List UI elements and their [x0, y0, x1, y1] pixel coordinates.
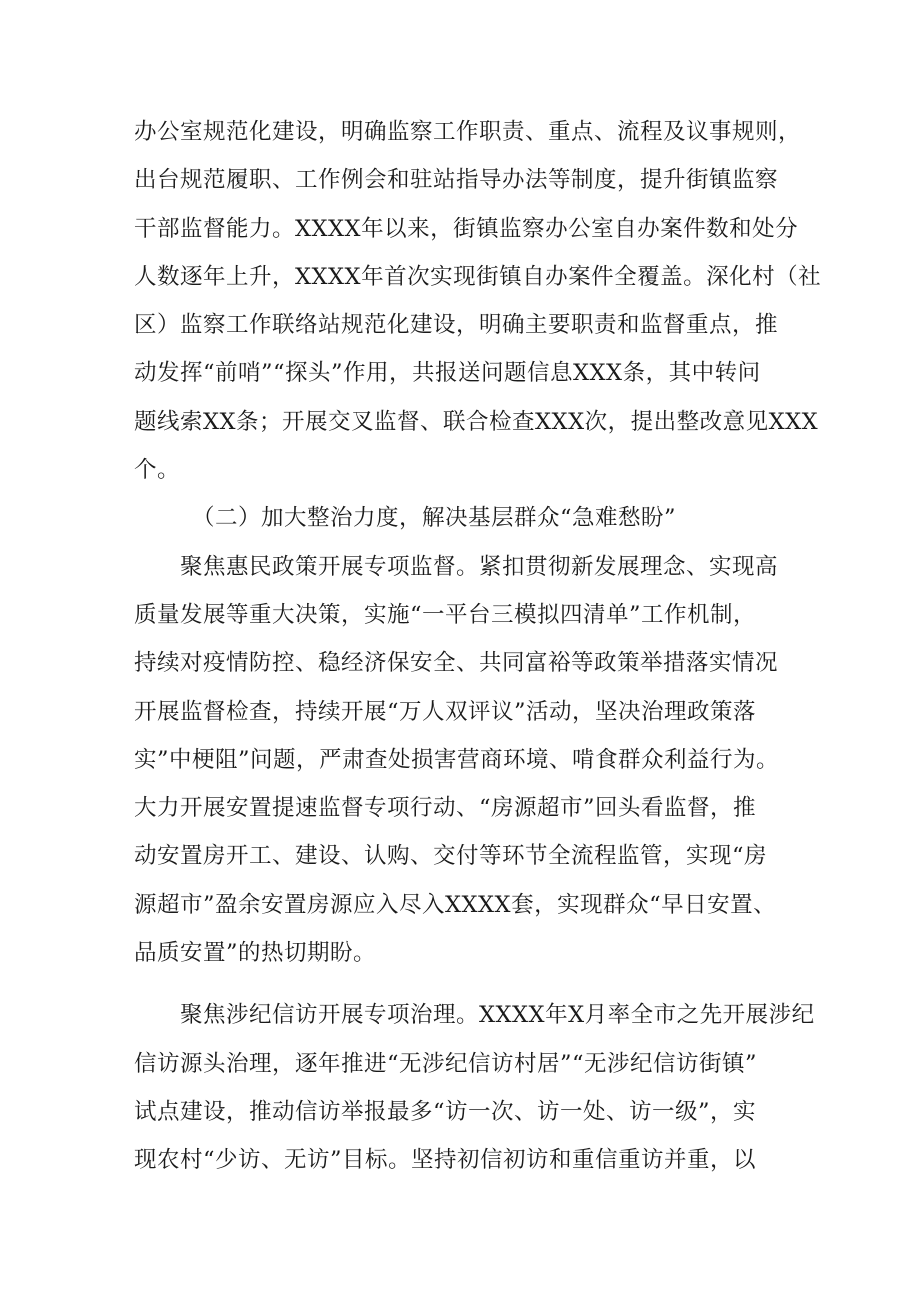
paragraph-line: 品质安置”的热切期盼。 [134, 940, 377, 967]
paragraph-1 [134, 108, 822, 494]
paragraph-line: 干部监督能力。XXXX年以来，街镇监察办公室自办案件数和处分 [134, 215, 799, 242]
paragraph-2 [134, 543, 794, 978]
paragraph-line: 办公室规范化建设，明确监察工作职责、重点、流程及议事规则， [134, 119, 802, 145]
paragraph-gap [134, 977, 794, 991]
paragraph-line: 出台规范履职、工作例会和驻站指导办法等制度，提升街镇监察 [134, 167, 779, 194]
paragraph-line: 动安置房开工、建设、认购、交付等环节全流程监管，实现“房 [134, 843, 768, 870]
paragraph-line: 开展监督检查，持续开展“万人双评议”活动，坚决治理政策落 [134, 698, 757, 725]
paragraph-3 [134, 991, 815, 1184]
paragraph-line: 信访源头治理，逐年推进“无涉纪信访村居”“无涉纪信访街镇” [134, 1050, 758, 1077]
paragraph-line: 试点建设，推动信访举报最多“访一次、访一处、访一级”，实 [134, 1098, 757, 1125]
paragraph-line: 聚焦涉纪信访开展专项治理。XXXX年X月率全市之先开展涉纪 [180, 1002, 815, 1029]
paragraph-line: 现农村“少访、无访”目标。坚持初信初访和重信重访并重，以 [134, 1147, 757, 1174]
document-body [134, 108, 822, 1185]
paragraph-line: 动发挥“前哨”“探头”作用，共报送问题信息XXX条，其中转问 [134, 360, 761, 387]
paragraph-line: 源超市”盈余安置房源应入尽入XXXX套，实现群众“早日安置、 [134, 891, 777, 918]
paragraph-line: 持续对疫情防控、稳经济保安全、共同富裕等政策举措落实情况 [134, 650, 779, 677]
paragraph-line: 质量发展等重大决策，实施“一平台三模拟四清单”工作机制， [134, 601, 757, 628]
paragraph-line: 聚焦惠民政策开展专项监督。紧扣贯彻新发展理念、实现高 [180, 553, 779, 580]
paragraph-line: 区）监察工作联络站规范化建设，明确主要职责和监督重点，推 [134, 312, 779, 339]
paragraph-line: 大力开展安置提速监督专项行动、“房源超市”回头看监督，推 [134, 795, 757, 822]
section-heading: （二）加大整治力度，解决基层群众“急难愁盼” [192, 505, 677, 532]
paragraph-line: 题线索XX条；开展交叉监督、联合检查XXX次，提出整改意见XXX [134, 408, 819, 435]
paragraph-line: 个。 [134, 457, 181, 484]
paragraph-line: 人数逐年上升，XXXX年首次实现街镇自办案件全覆盖。深化村（社 [134, 263, 822, 290]
paragraph-line: 实”中梗阻”问题，严肃查处损害营商环境、啃食群众利益行为。 [134, 746, 780, 773]
